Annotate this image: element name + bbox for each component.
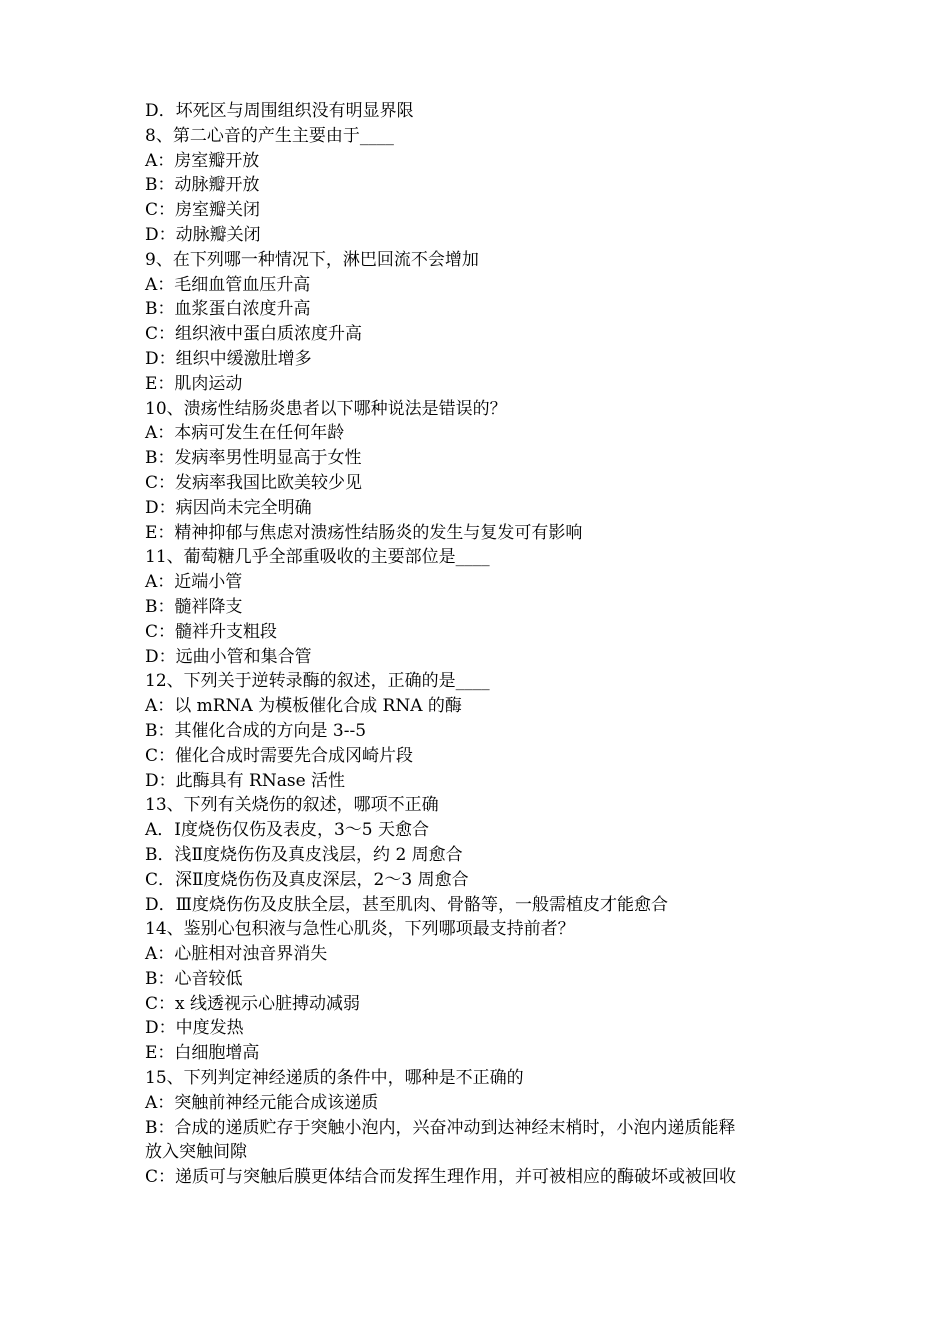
option-line: D：远曲小管和集合管: [145, 646, 312, 667]
option-line: B：动脉瓣开放: [145, 175, 260, 196]
option-line: A：心脏相对浊音界消失: [145, 944, 328, 965]
option-line: C：房室瓣关闭: [145, 200, 261, 221]
option-line: A：以 mRNA 为模板催化合成 RNA 的酶: [145, 696, 462, 717]
document-page: [145, 99, 815, 1190]
question-line: 13、下列有关烧伤的叙述，哪项不正确: [145, 795, 439, 816]
option-line: A：本病可发生在任何年龄: [145, 423, 345, 444]
option-line: E：白细胞增高: [145, 1043, 260, 1064]
question-line: 11、葡萄糖几乎全部重吸收的主要部位是____: [145, 547, 490, 568]
option-line: A：毛细血管血压升高: [145, 274, 311, 295]
option-line-continued: 放入突触间隙: [145, 1142, 247, 1163]
question-line: 9、在下列哪一种情况下，淋巴回流不会增加: [145, 249, 479, 270]
option-line: D：组织中缓激肚增多: [145, 348, 312, 369]
option-line: D：此酶具有 RNase 活性: [145, 770, 346, 791]
option-line: C：x 线透视示心脏搏动减弱: [145, 993, 360, 1014]
option-line: B：心音较低: [145, 968, 243, 989]
option-line: D：动脉瓣关闭: [145, 224, 261, 245]
question-line: 12、下列关于逆转录酶的叙述，正确的是____: [145, 671, 490, 692]
option-line: D：病因尚未完全明确: [145, 497, 312, 518]
option-line: A：房室瓣开放: [145, 150, 260, 171]
question-line: 8、第二心音的产生主要由于____: [145, 125, 394, 146]
option-line: C：组织液中蛋白质浓度升高: [145, 324, 363, 345]
option-line: C．深Ⅱ度烧伤伤及真皮深层，2～3 周愈合: [145, 869, 469, 890]
option-line: B：合成的递质贮存于突触小泡内，兴奋冲动到达神经末梢时，小泡内递质能释: [145, 1117, 736, 1138]
question-line: 10、溃疡性结肠炎患者以下哪种说法是错误的？: [145, 398, 507, 419]
option-line: B：血浆蛋白浓度升高: [145, 299, 311, 320]
question-line: 15、下列判定神经递质的条件中，哪种是不正确的: [145, 1068, 524, 1089]
option-line: B．浅Ⅱ度烧伤伤及真皮浅层，约 2 周愈合: [145, 844, 463, 865]
option-line: C：发病率我国比欧美较少见: [145, 472, 363, 493]
option-line: A：近端小管: [145, 572, 243, 593]
option-line: C：递质可与突触后膜更体结合而发挥生理作用，并可被相应的酶破坏或被回收: [145, 1167, 737, 1188]
option-line: D．Ⅲ度烧伤伤及皮肤全层，甚至肌肉、骨骼等，一般需植皮才能愈合: [145, 894, 669, 915]
option-line: A．Ⅰ度烧伤仅伤及表皮，3～5 天愈合: [145, 820, 430, 841]
option-line: B：发病率男性明显高于女性: [145, 448, 362, 469]
option-line: B：其催化合成的方向是 3--5: [145, 720, 367, 741]
option-line: C：催化合成时需要先合成冈崎片段: [145, 745, 414, 766]
option-line: B：髓袢降支: [145, 596, 243, 617]
option-line: D：中度发热: [145, 1018, 244, 1039]
option-line: C：髓袢升支粗段: [145, 621, 278, 642]
option-line: E：肌肉运动: [145, 373, 243, 394]
question-line: 14、鉴别心包积液与急性心肌炎，下列哪项最支持前者？: [145, 919, 575, 940]
option-line: E：精神抑郁与焦虑对溃疡性结肠炎的发生与复发可有影响: [145, 522, 583, 543]
option-line: A：突触前神经元能合成该递质: [145, 1092, 379, 1113]
option-line: D．坏死区与周围组织没有明显界限: [145, 101, 414, 121]
